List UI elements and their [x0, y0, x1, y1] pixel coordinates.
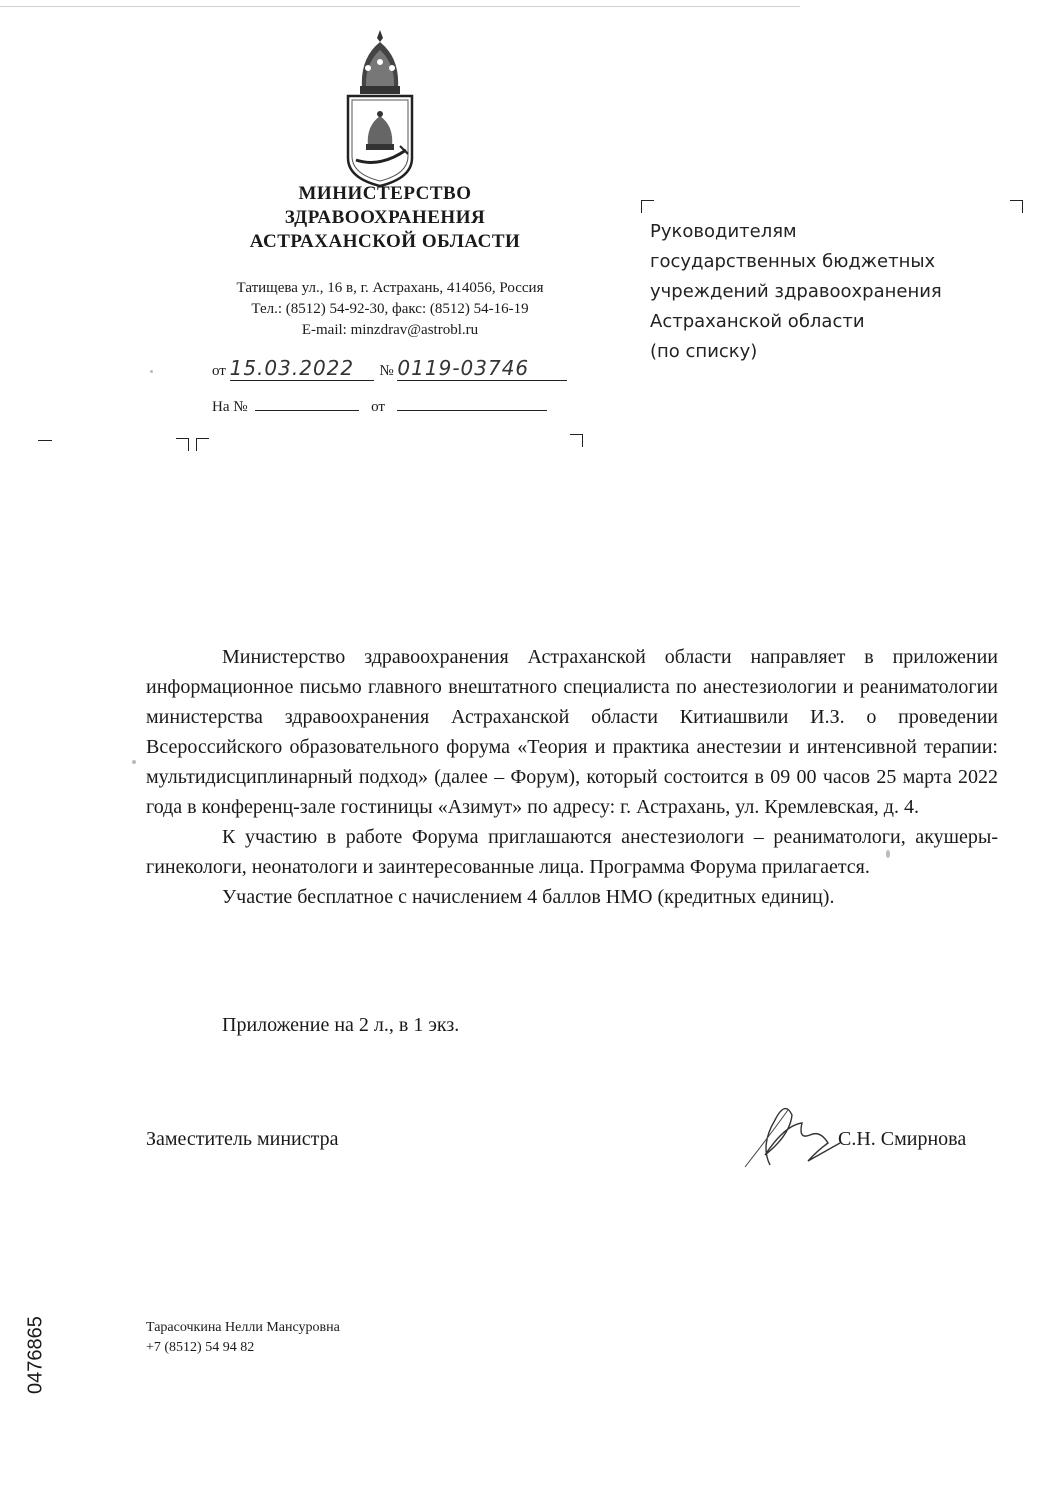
body-paragraph-1: Министерство здравоохранения Астраханской области направляет в приложении информационное письмо главного внештатного специалиста по анестезиологии и реаниматологии министерства здравоохранения Астраханской области Китиашвили И.З. о проведении Всероссийского образовательного форума «Теория и практика анестезии и интенсивной терапии: мультидисциплинарный подход» (далее – Форум), который состоится в 09 00 часов 25 марта 2022 года в конференц-зале гостиницы «Азимут» по адресу: г. Астрахань, ул. Кремлевская, д. 4. — [146, 646, 998, 818]
registration-line — [212, 356, 567, 381]
number-label: № — [379, 363, 394, 379]
addressee-line-3: учреждений здравоохранения — [650, 281, 942, 302]
executor-name: Тарасочкина Нелли Мансуровна — [146, 1320, 340, 1335]
scan-speck — [132, 760, 136, 764]
corner-mark — [176, 438, 189, 451]
corner-mark — [570, 434, 583, 447]
handwritten-signature — [730, 1095, 850, 1175]
corner-mark — [196, 438, 209, 451]
signatory-title: Заместитель министра — [146, 1128, 339, 1150]
reply-number-label: На № — [212, 399, 248, 415]
addressee-line-5: (по списку) — [650, 341, 758, 362]
ministry-line-2: ЗДРАВООХРАНЕНИЯ — [284, 207, 486, 228]
letter-body — [146, 642, 998, 912]
side-serial-text: 0476865 — [24, 1316, 47, 1394]
reply-from-label: от — [371, 399, 385, 415]
email-address: E-mail: minzdrav@astrobl.ru — [301, 322, 479, 338]
reply-date-blank — [397, 396, 547, 411]
addressee-line-2: государственных бюджетных — [650, 251, 936, 272]
body-paragraph-3: Участие бесплатное с начислением 4 баллов НМО (кредитных единиц). — [222, 886, 835, 908]
reply-number-blank — [255, 396, 359, 411]
ministry-line-1: МИНИСТЕРСТВО — [298, 183, 472, 204]
coat-of-arms-emblem — [340, 28, 420, 188]
corner-mark — [1010, 200, 1023, 213]
executor-info — [146, 1318, 340, 1358]
ministry-line-3: АСТРАХАНСКОЙ ОБЛАСТИ — [249, 231, 521, 252]
phone-fax: Тел.: (8512) 54-92-30, факс: (8512) 54-16-19 — [251, 301, 529, 317]
side-serial-number — [16, 1300, 56, 1410]
corner-mark — [641, 200, 654, 213]
ministry-name — [200, 182, 570, 254]
addressee-line-1: Руководителям — [650, 221, 797, 242]
signatory-name: С.Н. Смирнова — [838, 1128, 967, 1150]
registration-number: 0119-03746 — [397, 356, 567, 381]
executor-phone: +7 (8512) 54 94 82 — [146, 1340, 255, 1355]
scan-speck — [886, 850, 890, 858]
scan-edge-line — [0, 6, 800, 7]
scan-speck — [150, 370, 153, 373]
from-label: от — [212, 363, 226, 379]
body-paragraph-2: К участию в работе Форума приглашаются анестезиологи – реаниматологи, акушеры-гинекологи, неонатологи и заинтересованные лица. Программа Форума прилагается. — [146, 826, 998, 878]
addressee-line-4: Астраханской области — [650, 311, 865, 332]
addressee-block — [650, 217, 1030, 367]
registration-date: 15.03.2022 — [230, 356, 374, 381]
ministry-contacts — [180, 278, 600, 341]
margin-dash — [38, 440, 52, 441]
attachment-note: Приложение на 2 л., в 1 экз. — [222, 1014, 460, 1036]
street-address: Татищева ул., 16 в, г. Астрахань, 414056, Россия — [236, 280, 544, 296]
reply-line — [212, 396, 547, 416]
